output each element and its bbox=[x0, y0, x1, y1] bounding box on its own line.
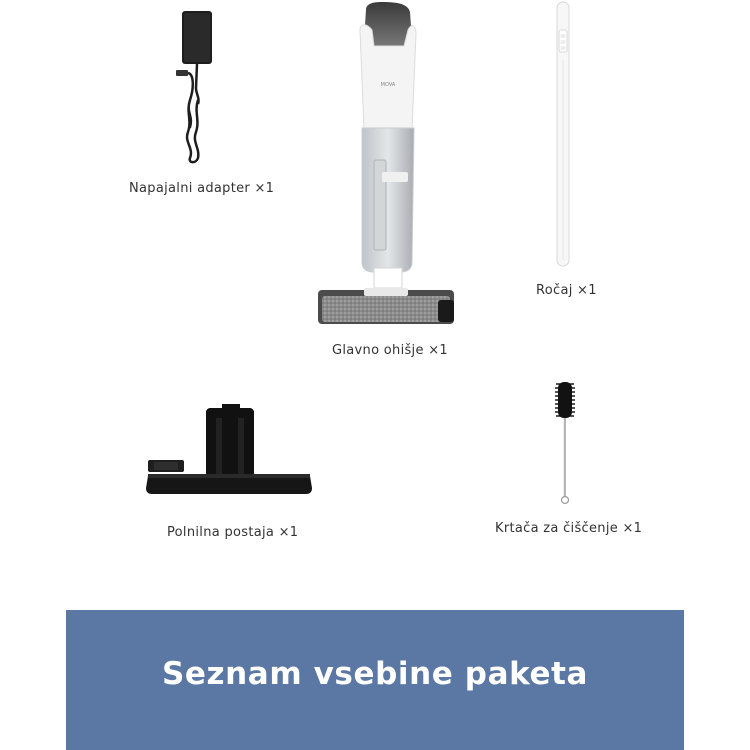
brand-text: MOVA bbox=[380, 82, 396, 88]
wet-dry-vacuum-icon bbox=[312, 0, 460, 330]
handle-caption: Ročaj ×1 bbox=[536, 283, 597, 298]
brush-caption: Krtača za čiščenje ×1 bbox=[495, 521, 643, 536]
main-body bbox=[312, 0, 460, 330]
handle bbox=[548, 0, 578, 270]
handle-icon bbox=[548, 0, 578, 270]
power-adapter bbox=[160, 8, 230, 168]
cleaning-brush bbox=[550, 378, 580, 508]
cleaning-brush-icon bbox=[550, 378, 580, 508]
main-body-caption: Glavno ohišje ×1 bbox=[332, 343, 448, 358]
charging-station-icon bbox=[144, 402, 314, 498]
station-caption: Polnilna postaja ×1 bbox=[167, 525, 299, 540]
charging-station bbox=[144, 402, 314, 498]
banner-title: Seznam vsebine paketa bbox=[161, 656, 589, 692]
power-adapter-icon bbox=[160, 8, 230, 168]
adapter-caption: Napajalni adapter ×1 bbox=[129, 181, 275, 196]
